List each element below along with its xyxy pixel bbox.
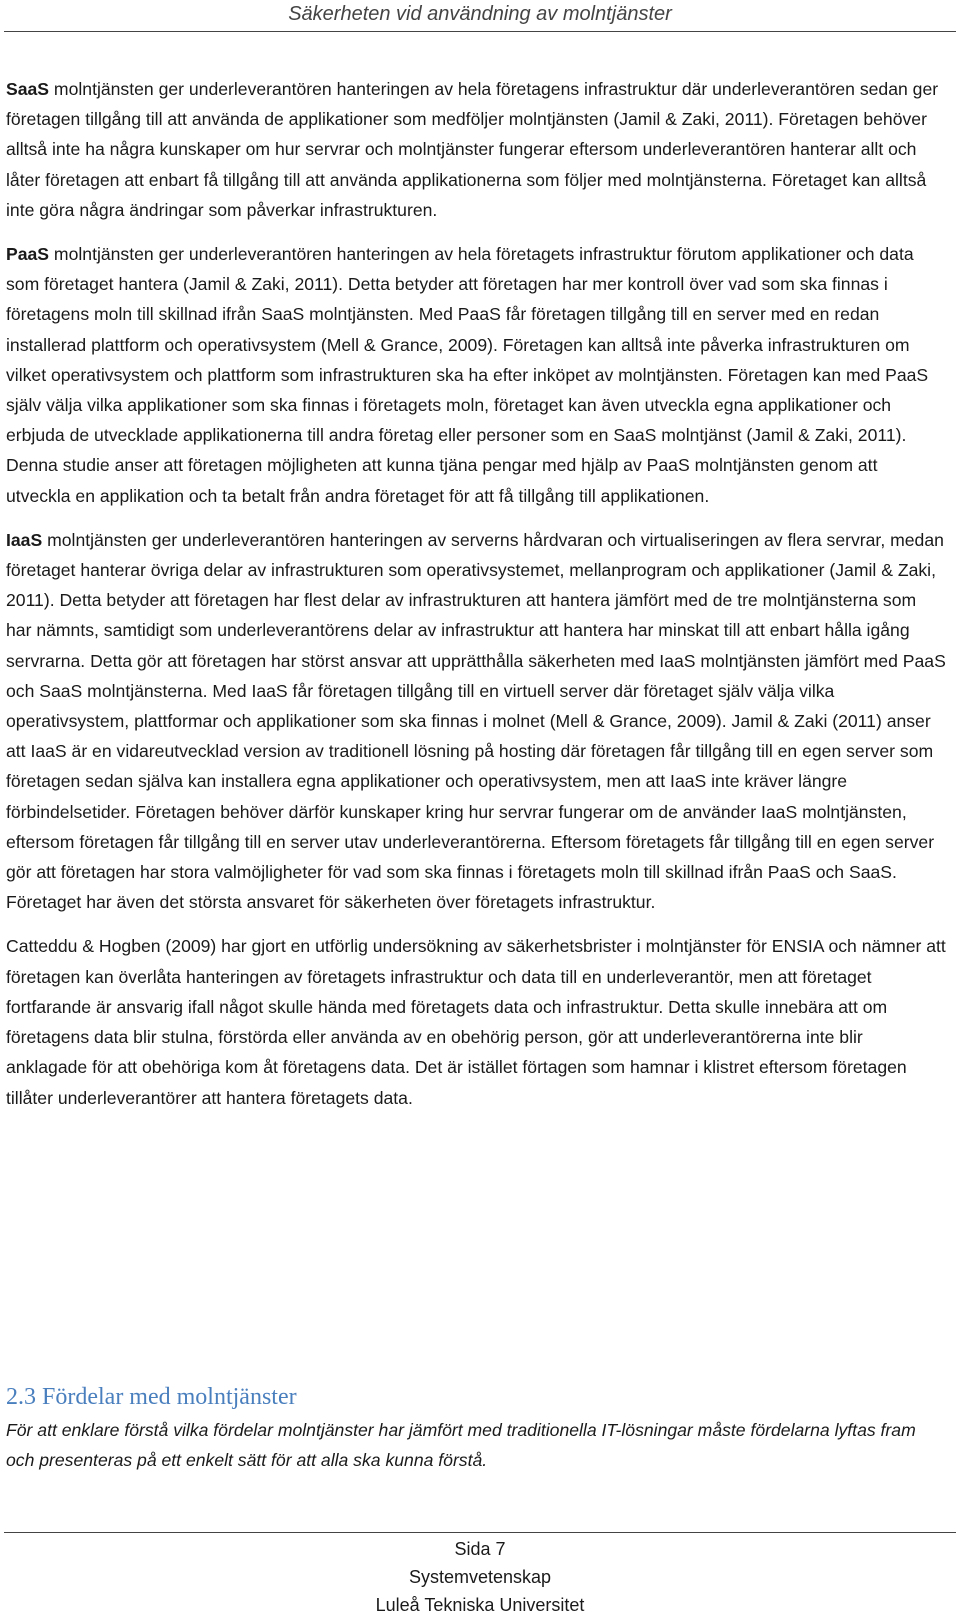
- footer-university: Luleå Tekniska Universitet: [375, 1595, 585, 1615]
- section-heading: 2.3 Fördelar med molntjänster: [6, 1384, 297, 1410]
- paragraph-saas-text: molntjänsten ger underleverantören hanteringen av hela företagens infrastruktur där underleverantören sedan ger företagen tillgång till att använda de applikationer som medföljer molntjänsten (Jamil & Zaki, 2011). Företagen behöver alltså inte ha några kunskaper om hur servrar och molntjänster fungerar eftersom underleverantören hanterar allt och låter företagen att enbart få tillgång till att använda applikationerna som följer med molntjänsterna. Företaget kan alltså inte göra några ändringar som påverkar infrastrukturen.: [6, 79, 939, 220]
- footer-department: Systemvetenskap: [408, 1567, 552, 1587]
- running-header: Säkerheten vid användning av molntjänster: [288, 3, 672, 25]
- header-rule: [4, 31, 956, 32]
- footer-rule: [4, 1532, 956, 1533]
- term-paas: PaaS: [6, 244, 50, 265]
- body-text: [6, 74, 946, 1127]
- paragraph-catteddu: Catteddu & Hogben (2009) har gjort en utförlig undersökning av säkerhetsbrister i molntjänster för ENSIA och nämner att företagen kan överlåta hanteringen av företagets infrastruktur och data till en underleverantör, men att företaget fortfarande är ansvarig ifall något skulle hända med företagets data och infrastruktur. Detta skulle innebära att om företagens data blir stulna, förstörda eller använda av en obehörig person, gör att underleverantörerna inte blir anklagade för att obehöriga kom åt företagens data. Det är istället förtagen som hamnar i klistret eftersom företagen tillåter underleverantörer att hantera företagets data.: [6, 936, 946, 1108]
- term-iaas: IaaS: [6, 529, 43, 550]
- paragraph-iaas-text: molntjänsten ger underleverantören hanteringen av serverns hårdvaran och virtualiseringen av flera servrar, medan företaget hanterar övriga delar av infrastrukturen som operativsystemet, mellanprogram och applikationer (Jamil & Zaki, 2011). Detta betyder att företagen har flest delar av infrastrukturen att hantera jämfört med de tre molntjänsterna som har nämnts, samtidigt som underleverantörens delar av infrastruktur att hantera har minskat till att enbart hålla igång servrarna. Detta gör att företagen har störst ansvar att upprätthålla säkerheten med IaaS molntjänsten jämfört med PaaS och SaaS molntjänsterna. Med IaaS får företagen tillgång till en virtuell server där företaget själv välja vilka operativsystem, plattformar och applikationer som ska finnas i molnet (Mell & Grance, 2009). Jamil & Zaki (2011) anser att IaaS är en vidareutvecklad version av traditionell lösning på hosting där företagen får tillgång till en egen server som företagen sedan själva kan installera egna applikationer och operativsystem, men att IaaS inte kräver längre förbindelsetider. Företagen behöver därför kunskaper kring hur servrar fungerar om de använder IaaS molntjänsten, eftersom företagen får tillgång till en server utav underleverantörerna. Eftersom företagets får tillgång till en egen server gör att företagen har stora valmöjligheter för vad som ska finnas i företagets moln till skillnad ifrån PaaS och SaaS. Företaget har även det största ansvaret för säkerheten över företagets infrastruktur.: [6, 529, 946, 913]
- paragraph-iaas: [6, 525, 946, 918]
- term-saas: SaaS: [6, 79, 50, 99]
- paragraph-paas: [6, 239, 946, 511]
- page-footer: [0, 1535, 960, 1619]
- paragraph-saas: [6, 74, 946, 225]
- section-intro: För att enklare förstå vilka fördelar molntjänster har jämfört med traditionella IT-lösningar måste fördelarna lyftas fram och presenteras på ett enkelt sätt för att alla ska kunna förstå.: [6, 1420, 916, 1471]
- page-number: Sida 7: [454, 1539, 506, 1559]
- paragraph-paas-text: molntjänsten ger underleverantören hanteringen av hela företagets infrastruktur förutom applikationer och data som företaget hantera (Jamil & Zaki, 2011). Detta betyder att företagen har mer kontroll över vad som ska finnas i företagens moln till skillnad ifrån SaaS molntjänsten. Med PaaS får företagen tillgång till en server med en redan installerad plattform och operativsystem (Mell & Grance, 2009). Företagen kan alltså inte påverka infrastrukturen om vilket operativsystem och plattform som infrastrukturen ska ha efter inköpet av molntjänsten. Företagen kan med PaaS själv välja vilka applikationer som ska finnas i företagets moln, företaget kan även utveckla egna applikationer och erbjuda de utvecklade applikationerna till andra företag eller personer som en SaaS molntjänst (Jamil & Zaki, 2011). Denna studie anser att företagen möjligheten att kunna tjäna pengar med hjälp av PaaS molntjänsten genom att utveckla en applikation och ta betalt från andra företaget för att få tillgång till applikationen.: [6, 244, 929, 506]
